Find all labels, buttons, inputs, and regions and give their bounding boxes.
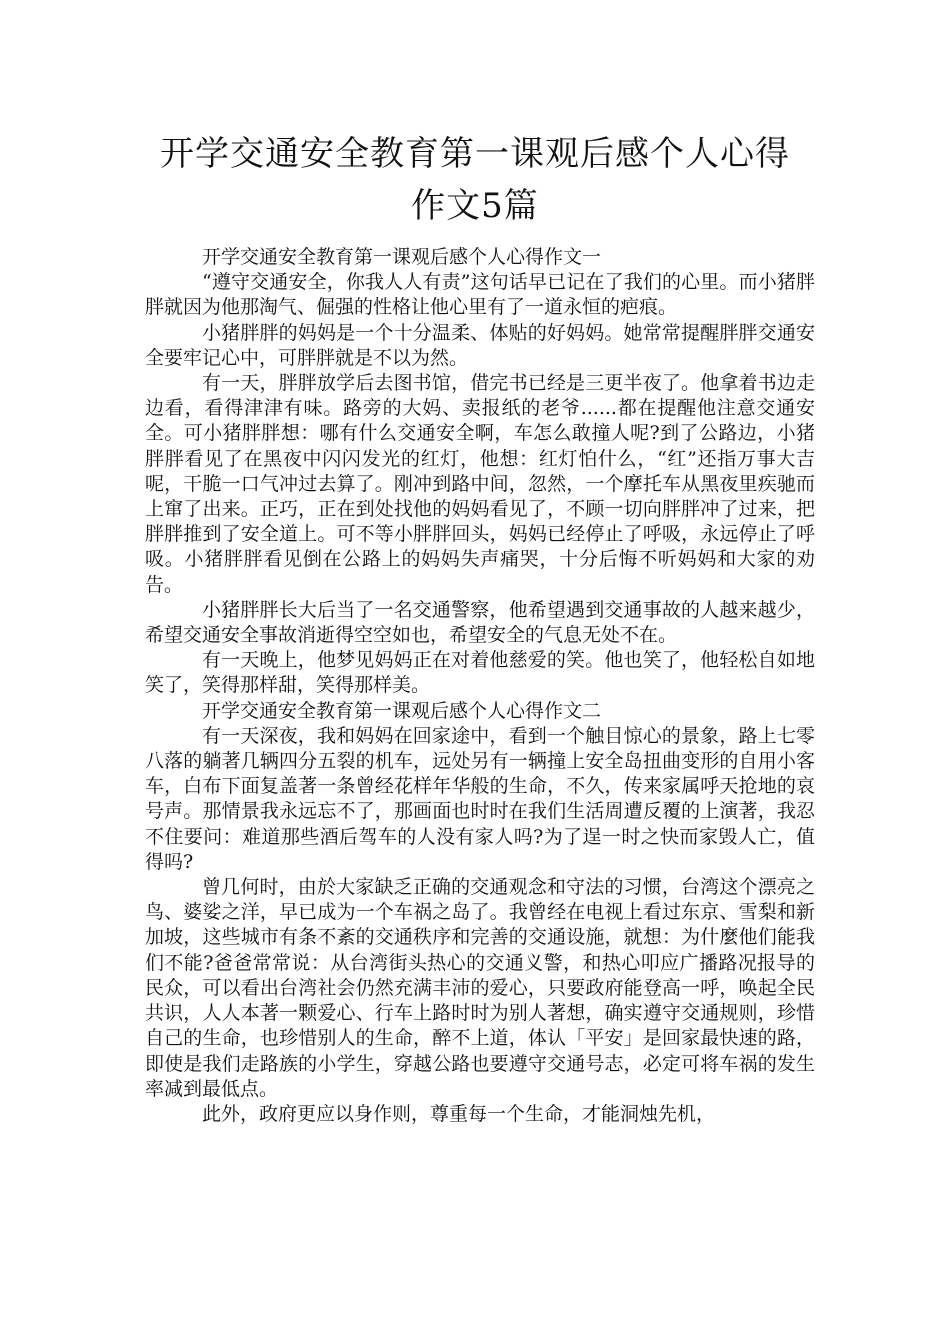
section-heading-1: 开学交通安全教育第一课观后感个人心得作文一 [202, 246, 602, 268]
paragraph: 曾几何时，由於大家缺乏正确的交通观念和守法的习惯，台湾这个漂亮之鸟、婆娑之洋，早已成为一个车祸之岛了。我曾经在电视上看过东京、雪梨和新加坡，这些城市有条不紊的交通秩序和完善的交通设施，就想：为什麼他们能我们不能?爸爸常常说：从台湾街头热心的交通义警，和热心叩应广播路况报导的民众，可以看出台湾社会仍然充满丰沛的爱心，只要政府能登高一呼，唤起全民共识，人人本著一颗爱心、行车上路时时为别人著想，确实遵守交通规则，珍惜自己的生命，也珍惜别人的生命，醉不上道，体认「平安」是回家最快速的路，即使是我们走路族的小学生，穿越公路也要遵守交通号志，必定可将车祸的发生率减到最低点。 [145, 876, 815, 1100]
paragraph: “遵守交通安全，你我人人有责”这句话早已记在了我们的心里。而小猪胖胖就因为他那淘气、倔强的性格让他心里有了一道永恒的疤痕。 [145, 271, 815, 319]
paragraph: 小猪胖胖的妈妈是一个十分温柔、体贴的好妈妈。她常常提醒胖胖交通安全要牢记心中，可胖胖就是不以为然。 [145, 321, 815, 369]
paragraph: 有一天晚上，他梦见妈妈正在对着他慈爱的笑。他也笑了，他轻松自如地笑了，笑得那样甜，笑得那样美。 [145, 649, 815, 697]
paragraph: 有一天，胖胖放学后去图书馆，借完书已经是三更半夜了。他拿着书边走边看，看得津津有味。路旁的大妈、卖报纸的老爷......都在提醒他注意交通安全。可小猪胖胖想：哪有什么交通安全啊，车怎么敢撞人呢?到了公路边，小猪胖胖看见了在黑夜中闪闪发光的红灯，他想：红灯怕什么，“红”还指万事大吉呢，干脆一口气冲过去算了。刚冲到路中间，忽然，一个摩托车从黑夜里疾驰而上窜了出来。正巧，正在到处找他的妈妈看见了，不顾一切向胖胖冲了过来，把胖胖推到了安全道上。可不等小胖胖回头，妈妈已经停止了呼吸，永远停止了呼吸。小猪胖胖看见倒在公路上的妈妈失声痛哭，十分后悔不听妈妈和大家的劝告。 [145, 372, 815, 596]
section-heading-2: 开学交通安全教育第一课观后感个人心得作文二 [202, 699, 602, 722]
title-line-2: 作文5篇 [411, 186, 539, 226]
paragraph: 小猪胖胖长大后当了一名交通警察，他希望遇到交通事故的人越来越少，希望交通安全事故消逝得空空如也，希望安全的气息无处不在。 [145, 598, 815, 647]
document-title [140, 128, 810, 232]
document-body [145, 245, 815, 1127]
title-line-1: 开学交通安全教育第一课观后感个人心得 [160, 134, 790, 174]
paragraph: 此外，政府更应以身作则，尊重每一个生命，才能洞烛先机， [202, 1102, 716, 1125]
paragraph: 有一天深夜，我和妈妈在回家途中，看到一个触目惊心的景象，路上七零八落的躺著几辆四分五裂的机车，远处另有一辆撞上安全岛扭曲变形的自用小客车，白布下面复盖著一条曾经花样年华般的生命，不久，传来家属呼天抢地的哀号声。那情景我永远忘不了，那画面也时时在我们生活周遭反覆的上演著，我忍不住要问：难道那些酒后驾车的人没有家人吗?为了逞一时之快而家毁人亡，值得吗? [145, 724, 815, 873]
